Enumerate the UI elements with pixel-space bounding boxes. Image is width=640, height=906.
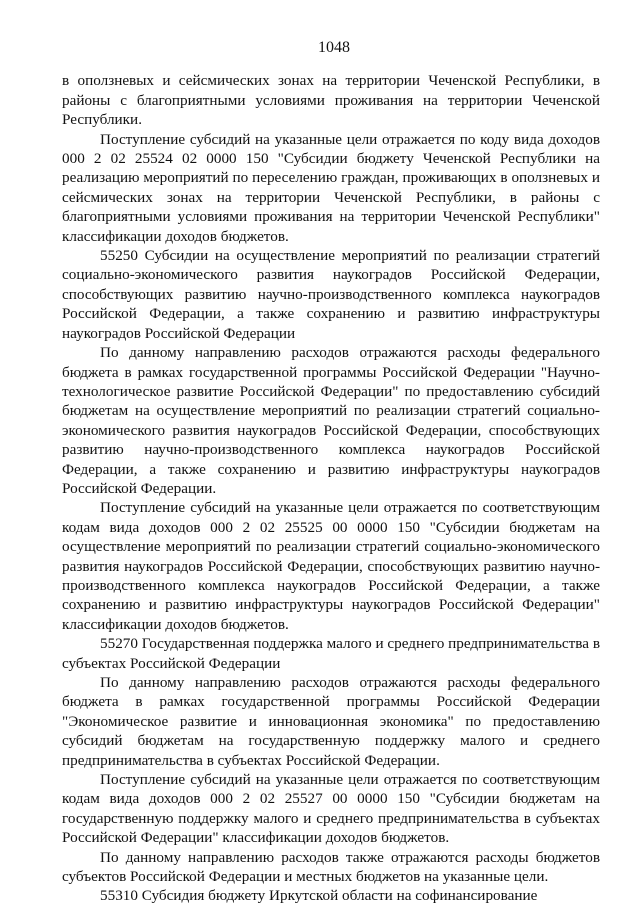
paragraph-income-code-25527: Поступление субсидий на указанные цели отражается по соответствующим кодам вида доходов 000 2 02 25527 00 0000 150 "Субсидии бюджетам на государственную поддержку малого и среднего предпринимательства в субъектах Российской Федерации" классификации доходов бюджетов. — [62, 771, 600, 847]
paragraph-heading-55250: 55250 Субсидии на осуществление мероприятий по реализации стратегий социально-экономического развития наукоградов Российской Федерации, способствующих развитию научно-производственного комплекса наукоградов Российской Федерации, а также сохранению и развитию инфраструктуры наукоградов Российской Федерации — [62, 247, 600, 342]
paragraph-heading-55270: 55270 Государственная поддержка малого и среднего предпринимательства в субъектах Российской Федерации — [62, 635, 600, 672]
paragraph-income-code-25524: Поступление субсидий на указанные цели отражается по коду вида доходов 000 2 02 25524 02 0000 150 "Субсидии бюджету Чеченской Республики на реализацию мероприятий по переселению граждан, проживающих в оползневых и сейсмических зонах на территории Чеченской Республики, в районы с благоприятными условиями проживания на территории Чеченской Республики" классификации доходов бюджетов. — [62, 130, 600, 245]
paragraph-heading-55310: 55310 Субсидия бюджету Иркутской области на софинансирование — [100, 887, 538, 905]
paragraph-expenses-55250: По данному направлению расходов отражаются расходы федерального бюджета в рамках государственной программы Российской Федерации "Научно-технологическое развитие Российской Федерации" по предоставлению субсидий бюджетам на осуществление мероприятий по реализации стратегий социально-экономического развития наукоградов Российской Федерации, способствующих развитию научно-производственного комплекса наукоградов Российской Федерации, а также сохранению и развитию инфраструктуры наукоградов Российской Федерации. — [62, 344, 600, 497]
page-number: 1048 — [318, 39, 350, 56]
paragraph-income-code-25525: Поступление субсидий на указанные цели отражается по соответствующим кодам вида доходов 000 2 02 25525 00 0000 150 "Субсидии бюджетам на осуществление мероприятий по реализации стратегий социально-экономического развития наукоградов Российской Федерации, способствующих развитию научно-производственного комплекса наукоградов Российской Федерации, а также сохранению и развитию инфраструктуры наукоградов Российской Федерации" классификации доходов бюджетов. — [62, 499, 600, 633]
document-page — [62, 38, 600, 906]
paragraph-regional-expenses: По данному направлению расходов также отражаются расходы бюджетов субъектов Российской Федерации и местных бюджетов на указанные цели. — [62, 848, 600, 886]
paragraph-continuation: в оползневых и сейсмических зонах на территории Чеченской Республики, в районы с благоприятными условиями проживания на территории Чеченской Республики. — [62, 72, 600, 129]
paragraph-expenses-55270: По данному направлению расходов отражаются расходы федерального бюджета в рамках государственной программы Российской Федерации "Экономическое развитие и инновационная экономика" по предоставлению субсидий бюджетам на государственную поддержку малого и среднего предпринимательства в субъектах Российской Федерации. — [62, 674, 600, 769]
